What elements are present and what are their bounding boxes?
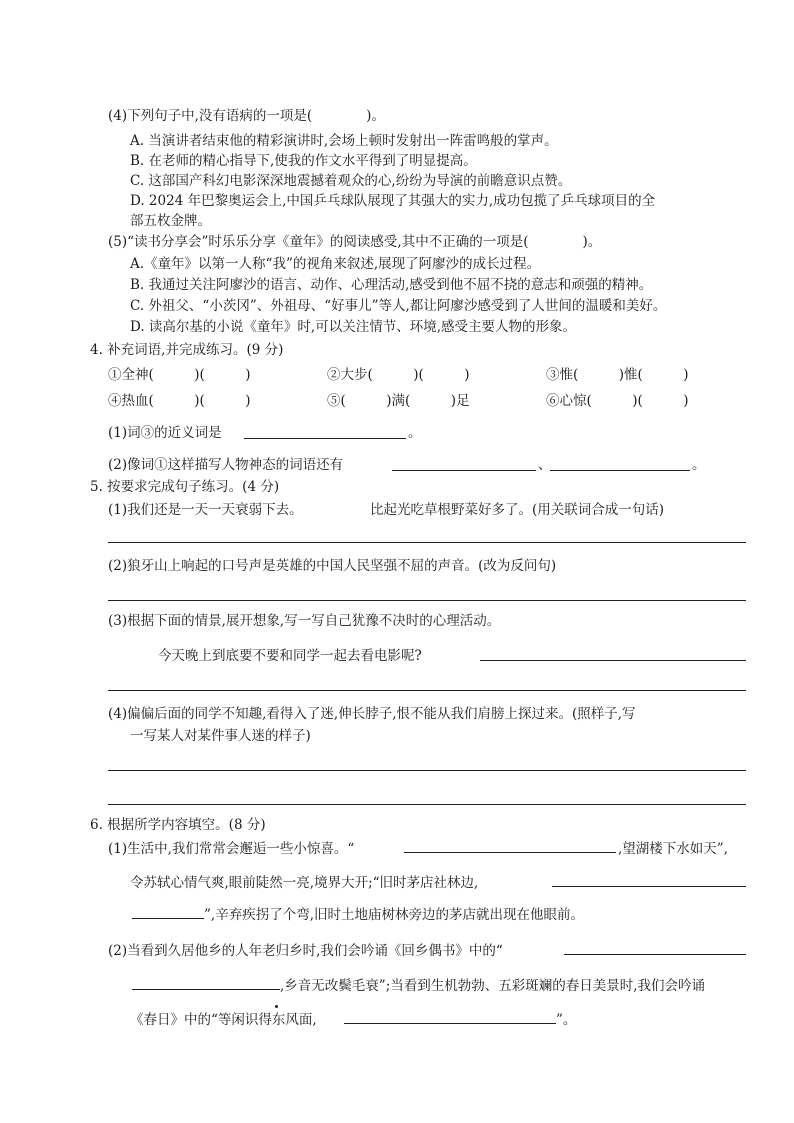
q5-sub-1-answer-line[interactable]: [108, 542, 746, 543]
q4-sub-2: (2)像词①这样描写人物神态的词语还有: [108, 457, 344, 473]
q5-sub-1a: (1)我们还是一天一天衰弱下去。: [108, 502, 303, 518]
q4-word-5: ⑤( )满( )足: [327, 393, 470, 409]
q6-sub-1c: ”,辛弃疾拐了个弯,旧时土地庙树林旁边的茅店就出现在他眼前。: [204, 907, 584, 923]
q3-4-option-b: B. 在老师的精心指导下,使我的作文水平得到了明显提高。: [130, 153, 477, 169]
q6-sub-2-answer-line-2[interactable]: [132, 989, 280, 990]
q4-word-1: ①全神( )( ): [108, 367, 251, 383]
q6-sub-1a-end: ,望湖楼下水如天”,: [618, 841, 728, 857]
q3-4-stem: (4)下列句子中,没有语病的一项是( )。: [108, 108, 385, 124]
q5-sub-2-answer-line[interactable]: [108, 600, 746, 601]
q3-4-option-c: C. 这部国产科幻电影深深地震撼着观众的心,纷纷为导演的前瞻意识点赞。: [130, 173, 572, 189]
q3-4-option-d-cont: 部五枚金牌。: [130, 213, 211, 229]
q4-title: 4. 补充词语,并完成练习。(9 分): [90, 342, 284, 358]
q4-word-4: ④热血( )( ): [108, 393, 251, 409]
q3-5-stem: (5)“读书分享会”时乐乐分享《童年》的阅读感受,其中不正确的一项是( )。: [108, 234, 602, 250]
q4-word-2: ②大步( )( ): [327, 367, 470, 383]
q6-sub-1-answer-line-1[interactable]: [404, 852, 616, 853]
q6-sub-1a: (1)生活中,我们常常会邂逅一些小惊喜。“: [108, 841, 355, 857]
q3-4-option-a: A. 当演讲者结束他的精彩演讲时,会场上顿时发射出一阵雷鸣般的掌声。: [130, 133, 558, 149]
q5-sub-1b: 比起光吃草根野菜好多了。(用关联词合成一句话): [370, 502, 665, 518]
q4-sub-1: (1)词③的近义词是: [108, 425, 222, 441]
q4-sub-1-answer-line[interactable]: [244, 438, 406, 439]
q6-sub-1-answer-line-2[interactable]: [552, 886, 746, 887]
q5-sub-4-answer-line-1[interactable]: [108, 770, 746, 771]
q3-4-option-d: D. 2024 年巴黎奥运会上,中国乒乓球队展现了其强大的实力,成功包揽了乒乓球项目的全: [130, 193, 656, 209]
emphasis-dot: [275, 1005, 278, 1008]
q5-sub-4-answer-line-2[interactable]: [108, 804, 746, 805]
q4-sub-2-sep: 、: [538, 457, 552, 473]
q5-sub-3-answer-line-2[interactable]: [108, 690, 746, 691]
q5-sub-3: (3)根据下面的情景,展开想象,写一写自己犹豫不决时的心理活动。: [108, 613, 501, 629]
q6-sub-1b: 令苏轼心情气爽,眼前陡然一亮,境界大开;“旧时茅店社林边,: [130, 875, 479, 891]
q4-sub-1-end: 。: [408, 425, 422, 441]
q4-sub-2-end: 。: [692, 457, 706, 473]
q3-5-option-a: A.《童年》以第一人称“我”的视角来叙述,展现了阿廖沙的成长过程。: [130, 256, 541, 272]
q4-word-6: ⑥心惊( )( ): [546, 393, 689, 409]
q4-word-3: ③惟( )惟( ): [546, 367, 689, 383]
q6-sub-2b: ,乡音无改鬓毛衰”;当看到生机勃勃、五彩斑斓的春日美景时,我们会吟诵: [280, 978, 706, 994]
q5-title: 5. 按要求完成句子练习。(4 分): [90, 479, 280, 495]
q5-sub-4b: 一写某人对某件事人迷的样子): [130, 728, 311, 744]
q3-5-option-b: B. 我通过关注阿廖沙的语言、动作、心理活动,感受到他不屈不挠的意志和顽强的精神。: [130, 277, 653, 293]
q6-sub-2c-end: ”。: [556, 1012, 577, 1028]
q3-5-option-d: D. 读高尔基的小说《童年》时,可以关注情节、环境,感受主要人物的形象。: [130, 319, 577, 335]
q3-5-option-c: C. 外祖父、“小茨冈”、外祖母、“好事儿”等人,都让阿廖沙感受到了人世间的温暖和美好。: [130, 298, 667, 314]
q6-sub-2c: 《春日》中的“等闲识得东风面,: [130, 1012, 317, 1028]
q5-sub-2: (2)狼牙山上响起的口号声是英雄的中国人民坚强不屈的声音。(改为反问句): [108, 558, 557, 574]
q5-sub-3-scenario: 今天晚上到底要不要和同学一起去看电影呢?: [158, 648, 422, 664]
q5-sub-3-answer-line-1[interactable]: [480, 660, 746, 661]
q6-sub-2-answer-line-3[interactable]: [344, 1023, 556, 1024]
q6-sub-2a: (2)当看到久居他乡的人年老归乡时,我们会吟诵《回乡偶书》中的“: [108, 943, 503, 959]
q6-sub-1-answer-line-3[interactable]: [132, 918, 204, 919]
q5-sub-4a: (4)偏偏后面的同学不知趣,看得入了迷,伸长脖子,恨不能从我们肩膀上探过来。(照样子,写: [108, 706, 636, 722]
q6-sub-2-answer-line-1[interactable]: [564, 954, 746, 955]
q4-sub-2-answer-line-1[interactable]: [392, 470, 536, 471]
q6-title: 6. 根据所学内容填空。(8 分): [90, 817, 266, 833]
q4-sub-2-answer-line-2[interactable]: [550, 470, 690, 471]
